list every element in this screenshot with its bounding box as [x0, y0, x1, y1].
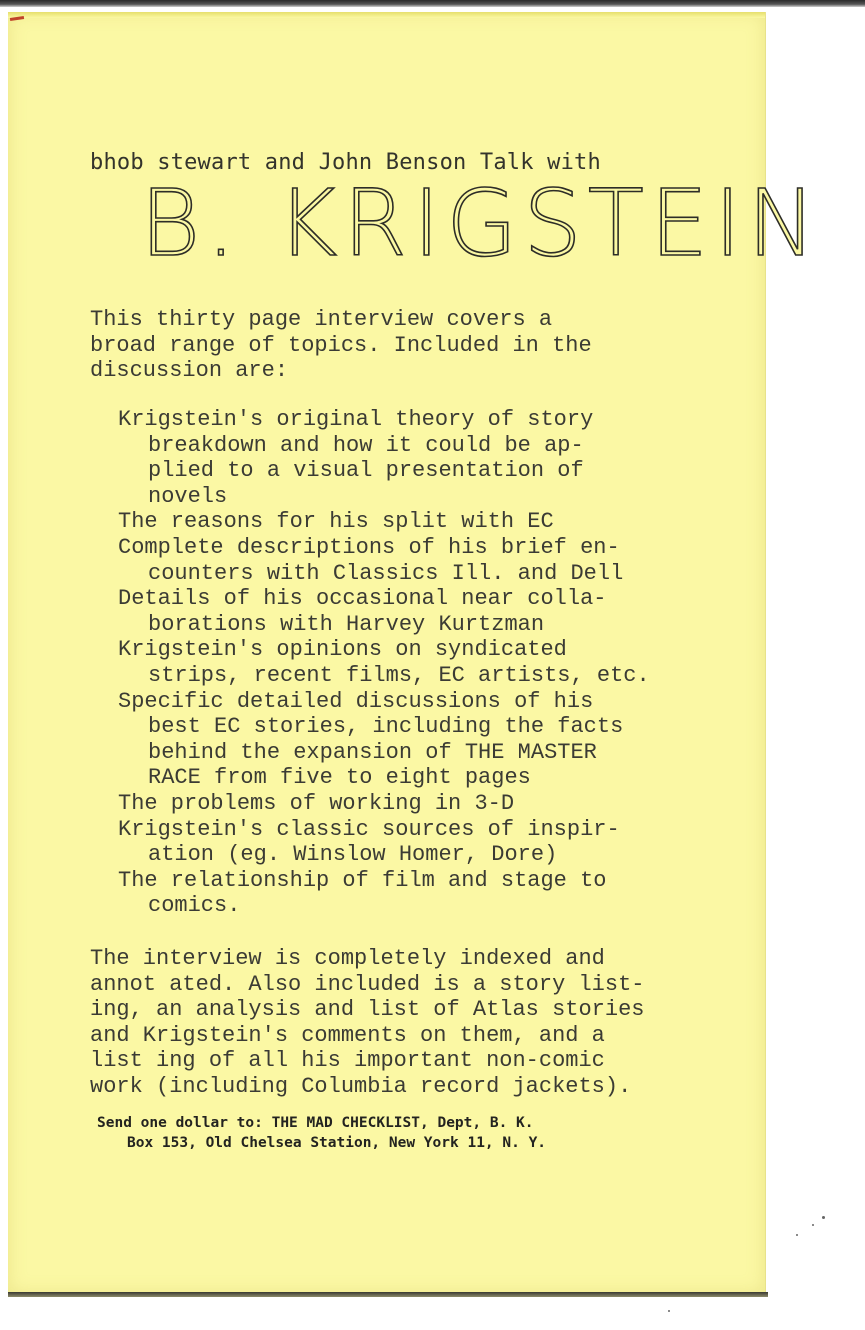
topic-line: Specific detailed discussions of his — [118, 688, 594, 714]
topic-line: plied to a visual presentation of — [148, 458, 584, 484]
topic-line: Details of his occasional near colla- — [118, 586, 607, 612]
topic-line: breakdown and how it could be ap- — [148, 432, 584, 458]
dust-speck — [796, 1234, 798, 1236]
topic-item — [118, 689, 650, 791]
topic-item — [118, 535, 650, 586]
topic-line: strips, recent films, EC artists, etc. — [148, 662, 650, 688]
closing-line: The interview is completely indexed and — [90, 946, 605, 971]
closing-line: and Krigstein's comments on them, and a — [90, 1022, 605, 1048]
closing-line: list ing of all his important non-comic — [90, 1048, 605, 1074]
topic-line: Krigstein's original theory of story — [118, 407, 594, 432]
dust-speck — [812, 1224, 814, 1226]
intro-line: broad range of topics. Included in the — [90, 332, 592, 358]
dust-speck — [668, 1310, 670, 1312]
topic-item — [118, 509, 650, 535]
page-title: B. KRIGSTEIN — [140, 170, 823, 277]
sheet-bottom-edge — [8, 1292, 768, 1297]
intro-line: This thirty page interview covers a — [90, 307, 553, 332]
order-info — [97, 1113, 546, 1153]
topic-line: ation (eg. Winslow Homer, Dore) — [148, 842, 558, 868]
topic-line: behind the expansion of THE MASTER — [148, 739, 597, 765]
closing-paragraph — [90, 946, 645, 1100]
topic-line: Krigstein's opinions on syndicated — [118, 637, 567, 663]
topic-line: comics. — [148, 893, 241, 919]
closing-line: annot ated. Also included is a story list- — [90, 971, 645, 997]
sheet-top-edge — [8, 12, 765, 18]
topic-line: Krigstein's classic sources of inspir- — [118, 816, 620, 842]
topic-line: counters with Classics Ill. and Dell — [148, 560, 624, 586]
order-address-line: Send one dollar to: THE MAD CHECKLIST, Dept, B. K. — [97, 1115, 534, 1131]
topic-item — [118, 817, 650, 868]
closing-line: work (including Columbia record jackets). — [90, 1073, 632, 1099]
byline: bhob stewart and John Benson Talk with — [90, 150, 601, 175]
topic-item — [118, 407, 650, 509]
topic-item — [118, 637, 650, 688]
scan-border — [0, 0, 865, 7]
topic-line: The problems of working in 3-D — [118, 790, 515, 816]
dust-speck — [822, 1216, 825, 1219]
topic-line: The reasons for his split with EC — [118, 509, 554, 535]
order-address-line: Box 153, Old Chelsea Station, New York 11, N. Y. — [127, 1135, 547, 1151]
closing-line: ing, an analysis and list of Atlas stories — [90, 997, 645, 1023]
topic-line: best EC stories, including the facts — [148, 714, 624, 740]
topic-line: novels — [148, 483, 228, 509]
topic-line: borations with Harvey Kurtzman — [148, 611, 545, 637]
topic-item — [118, 791, 650, 817]
intro-line: discussion are: — [90, 358, 289, 384]
topic-item — [118, 586, 650, 637]
intro-paragraph — [90, 307, 592, 384]
topic-list — [118, 407, 650, 919]
topic-item — [118, 868, 650, 919]
topic-line: RACE from five to eight pages — [148, 765, 531, 791]
topic-line: The relationship of film and stage to — [118, 867, 607, 893]
topic-line: Complete descriptions of his brief en- — [118, 534, 620, 560]
